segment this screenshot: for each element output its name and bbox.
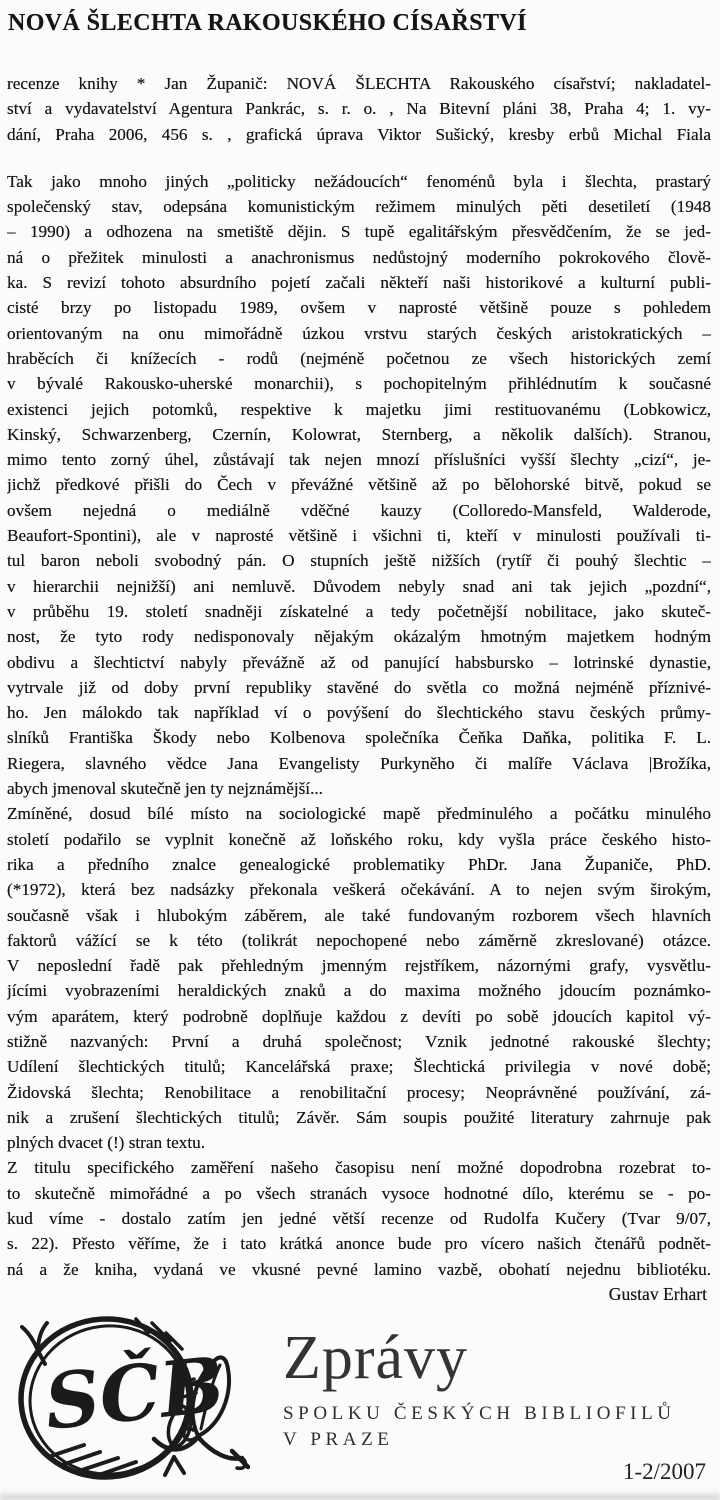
text-line: plných dvacet (!) stran textu. [7,1133,206,1153]
text-line: hraběcích či knížecích - rodů (nejméně početnou ze všech historických zemí [7,348,711,368]
text-line: Z titulu specifického zaměření našeho časopisu není možné dopodrobna rozebrat to- [7,1158,711,1178]
scan-artifact-bottom-edge [0,1490,720,1500]
text-line: století podařilo se vyplnit konečně až loňského roku, kdy vyšla práce českého histo- [7,829,711,849]
text-line: stižně nazvaných: První a druhá společnost; Vznik jednotné rakouské šlechty; [7,1031,711,1051]
text-line: současně však i hlubokým záběrem, ale také fundovaným rozborem všech hlavních [7,905,711,925]
text-line: slníků Františka Škody nebo Kolbenova společníka Čeňka Daňka, politika F. L. [7,728,711,748]
bibliophile-society-logo-icon [8,1309,250,1485]
text-line: (*1972), která bez nadsázky překonala veškerá očekávání. A to nejen svým širokým, [7,880,711,900]
text-line: Kinský, Schwarzenberg, Czernín, Kolowrat, Sternberg, a několik dalších). Stranou, [7,424,711,444]
journal-masthead [283,1324,676,1452]
text-line: ství a vydavatelství Agentura Pankrác, s. r. o. , Na Bitevní pláni 38, Praha 4; 1. vy- [7,99,711,119]
text-line: kud víme - dostalo zatím jen jedné větší recenze od Rudolfa Kučery (Tvar 9/07, [7,1209,711,1229]
text-line: ovšem nejedná o mediálně vděčné kauzy (Colloredo-Mansfeld, Walderode, [7,500,711,520]
text-line: ka. S revizí tohoto absurdního pojetí začali někteří naši historikové a kulturní publi- [7,273,711,293]
text-line: ho. Jen málokdo tak například ví o povýšení do šlechtického stavu českých průmy- [7,703,711,723]
text-line: v bývalé Rakousko-uherské monarchii), s pochopitelným přihlédnutím k současné [7,374,711,394]
text-line: to skutečně mimořádné a po všech stranách vysoce hodnotné dílo, kterému se - po- [7,1183,711,1203]
text-column [0,71,720,1307]
text-line: s. 22). Přesto věříme, že i tato krátká anonce bude pro vícero našich čtenářů podnět- [7,1234,711,1254]
paragraph [7,169,711,801]
text-line: rika a předního znalce genealogické problematiky PhDr. Jana Županiče, PhD. [7,854,711,874]
journal-subtitle-line1: SPOLKU ČESKÝCH BIBLIOFILŮ [283,1403,676,1425]
logo-monogram-text: SČB [40,1339,229,1448]
text-line: nost, že tyto rody nedisponovaly nějakým okázalým hmotným majetkem hodným [7,627,711,647]
text-line: recenze knihy * Jan Županič: NOVÁ ŠLECHTA Rakouského císařství; nakladatel- [7,74,711,93]
text-line: existenci jejich potomků, respektive k majetku jimi restituovanému (Lobkowicz, [7,399,711,419]
author-signature: Gustav Erhart [608,1283,707,1304]
paragraph [7,801,711,1155]
text-line: Židovská šlechta; Renobilitace a renobilitační procesy; Neoprávněné používání, zá- [7,1082,711,1102]
text-line: abych jmenoval skutečně jen ty nejznámější... [7,779,323,799]
text-line: obdivu a šlechtictví nabyly převážně až od panující habsbursko – lotrinské dynastie, [7,652,711,672]
text-line: orientovaným na onu mimořádně úzkou vrstvu starých českých aristokratických – [7,323,711,343]
text-line: společenský stav, odepsána komunistickým režimem minulých pěti desetiletí (1948 [7,197,711,217]
text-line: faktorů vážící se k této (tolikrát nepochopené nebo záměrně zkreslované) otázce. [7,930,711,950]
text-line: Zmíněné, dosud bílé místo na sociologické mapě předminulého a počátku minulého [7,804,711,824]
text-line: Tak jako mnoho jiných „politicky nežádoucích“ fenoménů byla i šlechta, prastarý [7,171,711,191]
text-line: jícími vyobrazeními heraldických znaků a do maxima možného jdoucím poznámko- [7,981,711,1001]
text-line: vým aparátem, který podrobně doplňuje každou z devíti po sobě jdoucích kapitol vý- [7,1006,711,1026]
paragraph [7,1155,711,1281]
text-line: Riegera, slavného vědce Jana Evangelisty Purkyněho či malíře Václava |Brožíka, [7,753,711,773]
text-line: tul baron neboli svobodný pán. O stupních ještě nižších (rytíř či pouhý šlechtic – [7,551,711,571]
text-line: Udílení šlechtických titulů; Kancelářská praxe; Šlechtická privilegia v nové době; [7,1057,711,1077]
text-line: V neposlední řadě pak přehledným jmenným rejstříkem, názornými grafy, vysvětlu- [7,956,711,976]
text-line: jichž předkové přišli do Čech v převážné většině až po bělohorské bitvě, pokud se [7,475,711,495]
text-line: v hierarchii nejnižší) ani nemluvě. Důvodem nebyly snad ani tak jejich „pozdní“, [7,576,711,596]
journal-subtitle-line2: V PRAZE [283,1429,394,1451]
article-title: NOVÁ ŠLECHTA RAKOUSKÉHO CÍSAŘSTVÍ [8,10,527,36]
text-line: cisté brzy po listopadu 1989, ovšem v naprosté většině pouze s pohledem [7,298,711,318]
review-body [7,169,711,1282]
journal-footer [0,1307,720,1487]
text-line: nik a zrušení šlechtických titulů; Závěr. Sám soupis použité literatury zahrnuje pak [7,1107,711,1127]
text-line: ná o přežitek minulosti a anachronismus nedůstojný moderního pokrokového člově- [7,247,711,267]
text-line: Beaufort-Spontini), ale v naprosté většině i všichni ti, kteří v minulosti používali ti- [7,526,711,546]
issue-number: 1-2/2007 [622,1459,706,1485]
text-line: mimo tento zorný úhel, zůstávají tak nejen mnozí příslušníci vyšší šlechty „cizí“, je- [7,450,711,470]
review-citation [7,71,711,147]
text-line: vytrvale již od doby první republiky stavěné do světla co možná nejméně příznivé- [7,677,711,697]
text-line: v průběhu 19. století snadněji získatelné a tedy početnější nobilitace, jako skuteč- [7,601,711,621]
text-line: – 1990) a odhozena na smetiště dějin. S tupě egalitářským přesvědčením, že se jed- [7,222,711,242]
journal-title: Zprávy [283,1324,469,1393]
text-line: dání, Praha 2006, 456 s. , grafická úprava Viktor Sušický, kresby erbů Michal Fiala [7,124,711,144]
text-line: ná a že kniha, vydaná ve vkusné pevné lamino vazbě, obohatí nejednu bibliotéku. [7,1259,711,1279]
